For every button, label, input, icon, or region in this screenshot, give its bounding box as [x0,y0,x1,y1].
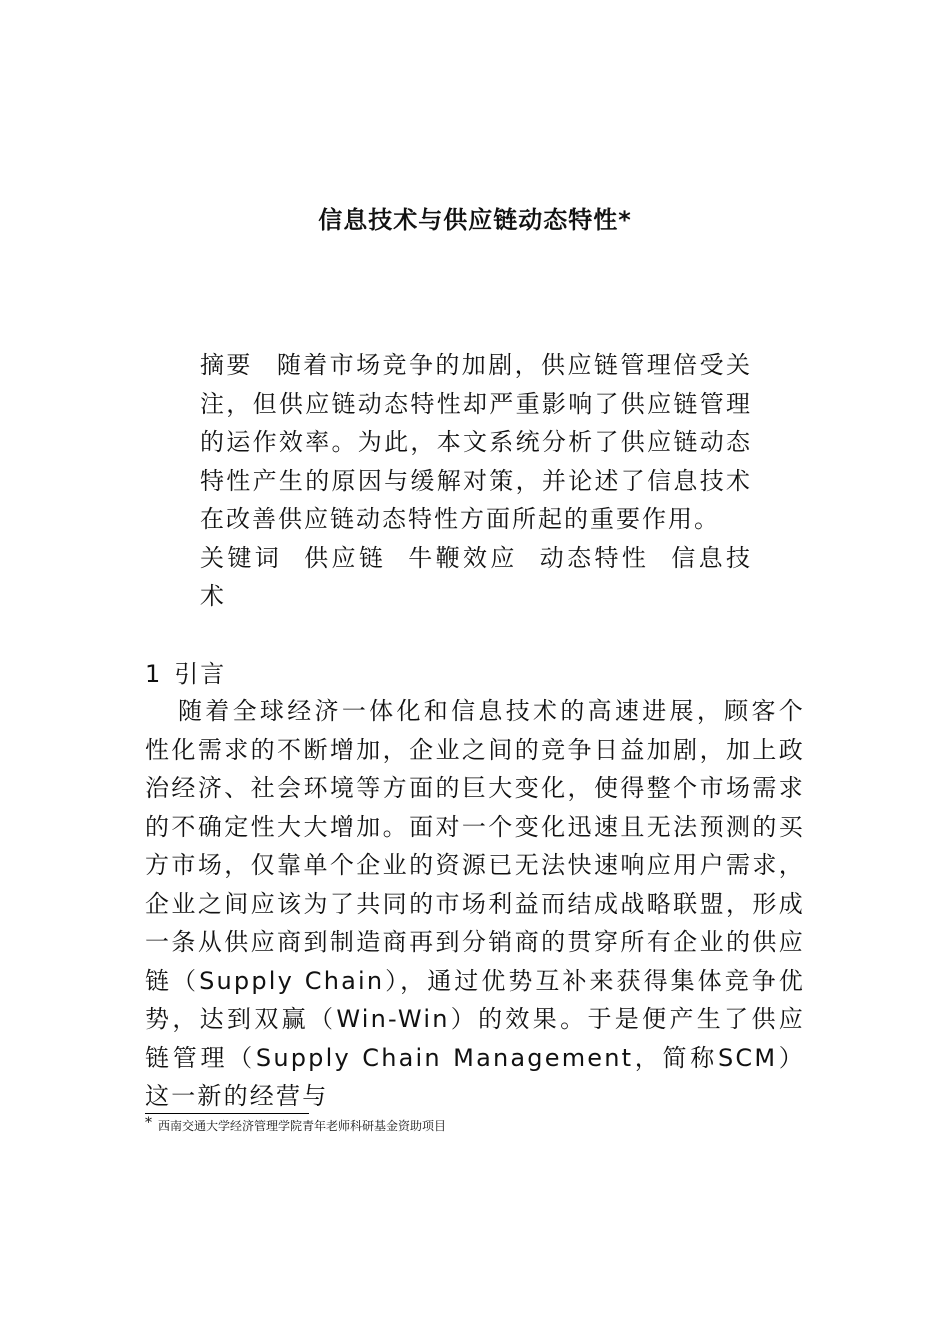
keywords-label: 关键词 [200,543,283,572]
abstract-label: 摘要 [200,351,253,379]
body-paragraph: 随着全球经济一体化和信息技术的高速进展，顾客个性化需求的不断增加，企业之间的竞争日益加剧，加上政治经济、社会环境等方面的巨大变化，使得整个市场需求的不确定性大大增加。面对一个变化迅速且无法预测的买方市场，仅靠单个企业的资源已无法快速响应用户需求，企业之间应该为了共同的市场利益而结成战略联盟，形成一条从供应商到制造商再到分销商的贯穿所有企业的供应链（Supply Chain），通过优势互补来获得集体竞争优势，达到双赢（Win-Win）的效果。于是便产生了供应链管理（Supply Chain Management，简称SCM）这一新的经营与 [145,697,805,1110]
footnote-divider [145,1113,309,1114]
abstract-block [200,346,752,616]
footnote-marker: * [145,1115,152,1131]
abstract-paragraph [200,346,752,539]
keyword: 动态特性 [539,543,650,572]
section-title: 引言 [174,660,227,688]
abstract-text: 随着市场竞争的加剧，供应链管理倍受关注，但供应链动态特性却严重影响了供应链管理的运作效率。为此，本文系统分析了供应链动态特性产生的原因与缓解对策，并论述了信息技术在改善供应链动态特性方面所起的重要作用。 [200,351,753,533]
keyword: 牛鞭效应 [408,543,518,572]
footnote [145,1116,446,1136]
footnote-text: 西南交通大学经济管理学院青年老师科研基金资助项目 [158,1119,447,1133]
keyword: 供应链 [304,543,387,572]
keywords-paragraph [200,539,752,616]
document-title: 信息技术与供应链动态特性* [318,206,632,235]
section-heading [145,656,226,692]
keyword: 信息技术 [200,543,752,610]
section-number: 1 [145,660,163,688]
